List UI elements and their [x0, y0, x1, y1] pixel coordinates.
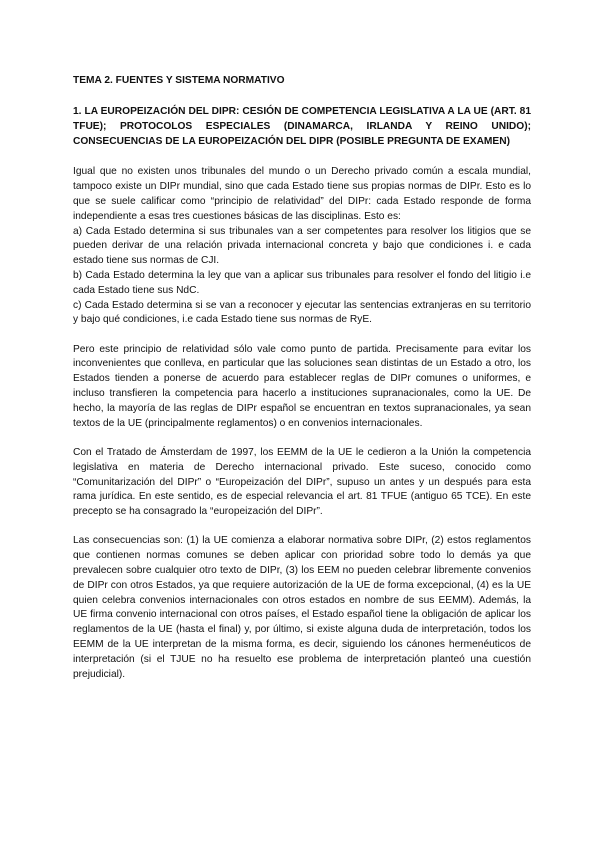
- list-item-c: c) Cada Estado determina si se van a reconocer y ejecutar las sentencias extranjeras en su territorio y bajo qué condiciones, i.e cada Estado tiene sus normas de RyE.: [73, 299, 531, 326]
- list-item-a: a) Cada Estado determina si sus tribunales van a ser competentes para resolver los litigios que se pueden derivar de una relación privada internacional concreta y bajo que condiciones i. e cada estado tiene sus normas de CJI.: [73, 225, 531, 267]
- paragraph-uniform-rules: Pero este principio de relatividad sólo vale como punto de partida. Precisamente para evitar los inconvenientes que conlleva, en particular que las soluciones sean distintas de un Estado a otro, los Estados tienden a ponerse de acuerdo para establecer reglas de DIPr comunes o uniformes, e incluso transfieren la competencia para hacerlo a instituciones supranacionales, como la UE. De hecho, la mayoría de las reglas de DIPr español se encuentran en textos supranacionales, ya sean textos de la UE (principalmente reglamentos) o en convenios internacionales.: [73, 343, 531, 429]
- section-heading: 1. LA EUROPEIZACIÓN DEL DIPR: CESIÓN DE COMPETENCIA LEGISLATIVA A LA UE (ART. 81 TFUE); PROTOCOLOS ESPECIALES (DINAMARCA, IRLANDA Y REINO UNIDO); CONSECUENCIAS DE LA EUROPEIZACIÓN DEL DIPR (POSIBLE PREGUNTA DE EXAMEN): [73, 106, 531, 147]
- document-title: TEMA 2. FUENTES Y SISTEMA NORMATIVO: [73, 75, 285, 86]
- paragraph-consequences: Las consecuencias son: (1) la UE comienza a elaborar normativa sobre DIPr, (2) estos reglamentos que contienen normas comunes se deben aplicar con prioridad sobre todo lo demás ya que prevalecen sobre cualquier otro texto de DIPr, (3) los EEM no pueden celebrar libremente convenios de DIPr con otros Estados, ya que requiere autorización de la UE de forma excepcional, (4) es la UE quien celebra convenios internacionales con otros estados en nombre de sus EEMM). Además, la UE firma convenio internacional con otros países, el Estado español tiene la obligación de aplicar los reglamentos de la UE (hasta el final) y, por último, si existe alguna duda de interpretación, todos los EEMM de la UE interpretan de la misma forma, es decir, siguiendo los cánones hermenéuticos de interpretación (si el TJUE no ha resuelto ese problema de interpretación planteó una cuestión prejudicial).: [73, 535, 531, 680]
- paragraph-relativity: [73, 165, 531, 328]
- paragraph-amsterdam-treaty: Con el Tratado de Ámsterdam de 1997, los EEMM de la UE le cedieron a la Unión la competencia legislativa en materia de Derecho internacional privado. Este suceso, conocido como “Comunitarización del DIPr” o “Europeización del DIPr”, supuso un antes y un después para esta rama jurídica. En este sentido, es de especial relevancia el art. 81 TFUE (antiguo 65 TCE). En este precepto se ha consagrado la “europeización del DIPr”.: [73, 446, 531, 518]
- paragraph-intro: Igual que no existen unos tribunales del mundo o un Derecho privado común a escala mundial, tampoco existe un DIPr mundial, sino que cada Estado tiene sus propias normas de DIPr. Esto es lo que se suele calificar como “principio de relatividad” del DIPr: cada Estado responde de forma independiente a esas tres cuestiones básicas de las disciplinas. Esto es:: [73, 166, 531, 222]
- list-item-b: b) Cada Estado determina la ley que van a aplicar sus tribunales para resolver el fondo del litigio i.e cada Estado tiene sus NdC.: [73, 269, 531, 296]
